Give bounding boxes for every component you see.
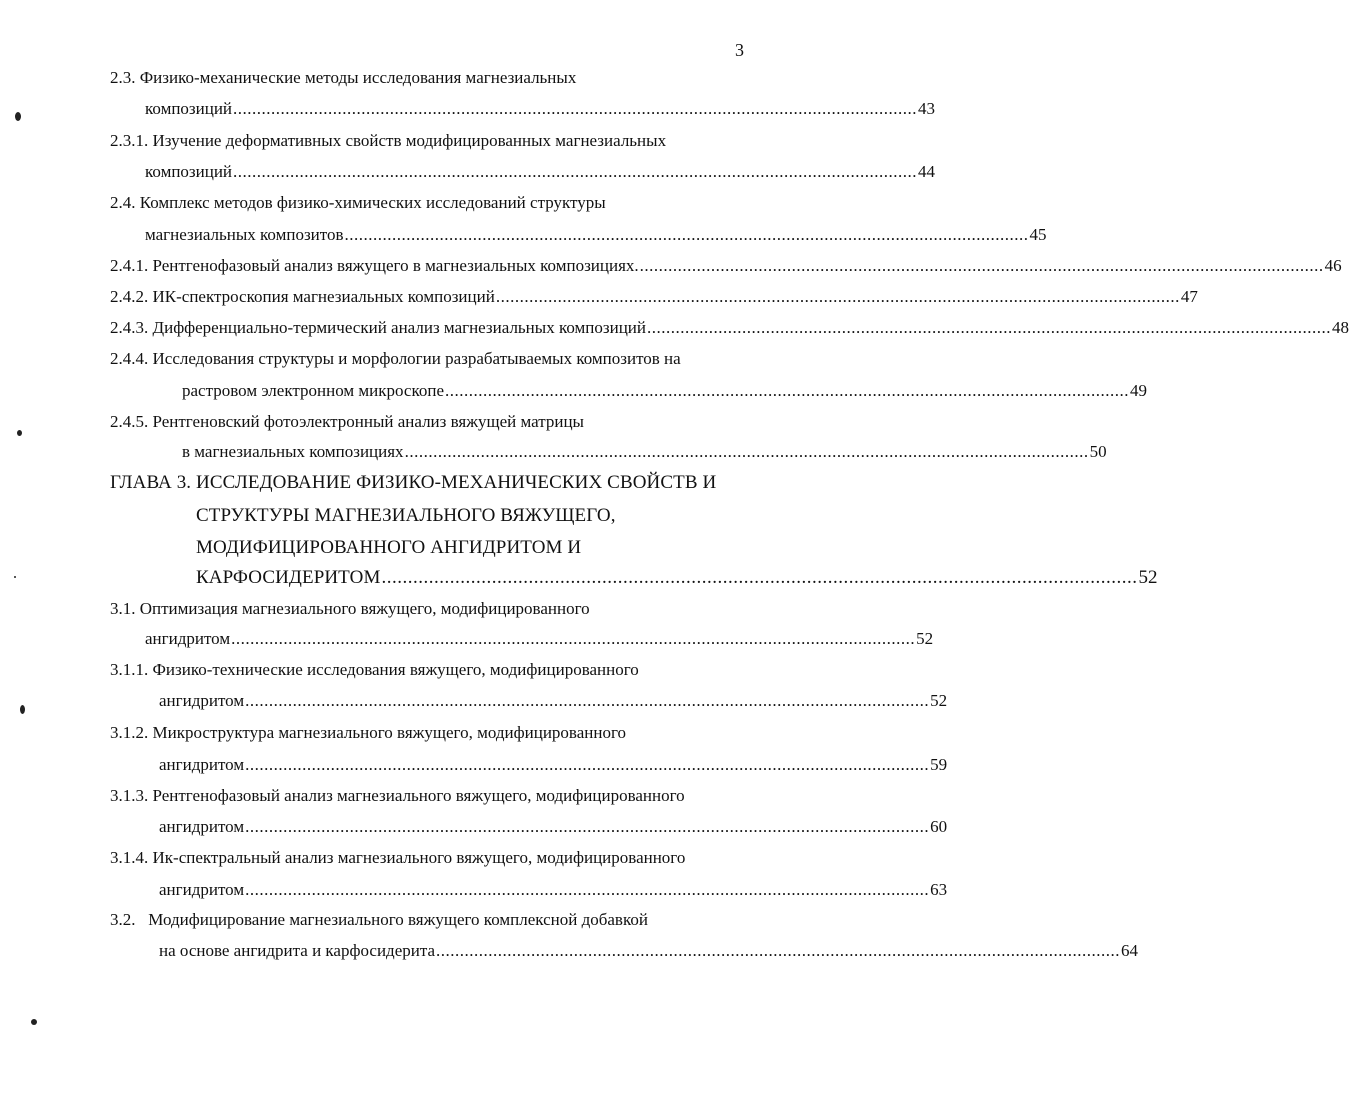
chapter-3-title-line-3: МОДИФИЦИРОВАННОГО АНГИДРИТОМ И <box>196 537 582 558</box>
toc-entry-2-4-1 <box>110 256 1342 276</box>
toc-entry-text: 2.4.2. ИК-спектроскопия магнезиальных композиций <box>110 287 495 306</box>
toc-page-number: 50 <box>1089 442 1107 461</box>
scan-speck <box>20 705 25 714</box>
toc-entry-2-4-2 <box>110 287 1198 307</box>
toc-entry-3-1-4-leader <box>159 880 948 900</box>
toc-entry-text: в магнезиальных композициях <box>182 442 404 461</box>
toc-entry-2-3-leader <box>145 99 936 119</box>
toc-entry-3-1-2-title: 3.1.2. Микроструктура магнезиального вяжущего, модифицированного <box>110 723 627 742</box>
toc-entry-3-2-title: 3.2. Модифицирование магнезиального вяжущего комплексной добавкой <box>110 910 648 929</box>
toc-entry-text: магнезиальных композитов <box>145 225 344 244</box>
toc-entry-text: ангидритом <box>159 755 245 774</box>
scan-speck <box>17 430 22 436</box>
leader-dots: ................................................................................................................................................ <box>381 567 1138 588</box>
leader-dots: ................................................................................................................................................ <box>495 287 1180 306</box>
toc-page-number: 52 <box>930 691 948 710</box>
toc-entry-2-3-title: 2.3. Физико-механические методы исследования магнезиальных <box>110 68 577 87</box>
toc-entry-2-3-1-title: 2.3.1. Изучение деформативных свойств модифицированных магнезиальных <box>110 131 667 150</box>
leader-dots: ................................................................................................................................................ <box>245 755 930 774</box>
toc-entry-2-4-title: 2.4. Комплекс методов физико-химических исследований структуры <box>110 193 606 212</box>
toc-entry-3-2-leader <box>159 941 1139 961</box>
toc-page-number: 47 <box>1180 287 1198 306</box>
toc-entry-2-4-3 <box>110 318 1349 338</box>
toc-entry-text: ангидритом <box>159 880 245 899</box>
scan-speck <box>15 112 21 121</box>
toc-page-number: 52 <box>916 629 934 648</box>
chapter-3-title-line-2: СТРУКТУРЫ МАГНЕЗИАЛЬНОГО ВЯЖУЩЕГО, <box>196 505 616 526</box>
toc-entry-3-1-title: 3.1. Оптимизация магнезиального вяжущего, модифицированного <box>110 599 590 618</box>
toc-entry-text: композиций <box>145 162 233 181</box>
toc-page-number: 59 <box>930 755 948 774</box>
scan-speck <box>31 1019 37 1025</box>
toc-entry-text: на основе ангидрита и карфосидерита <box>159 941 436 960</box>
toc-entry-text: композиций <box>145 99 233 118</box>
scan-speck <box>14 576 16 578</box>
toc-entry-2-4-4-leader <box>182 381 1148 401</box>
leader-dots: ................................................................................................................................................ <box>231 629 916 648</box>
toc-page-number: 52 <box>1138 567 1158 588</box>
toc-entry-3-1-3-title: 3.1.3. Рентгенофазовый анализ магнезиального вяжущего, модифицированного <box>110 786 685 805</box>
toc-entry-text: ангидритом <box>145 629 231 648</box>
chapter-3-title-line-1: ГЛАВА 3. ИССЛЕДОВАНИЕ ФИЗИКО-МЕХАНИЧЕСКИХ СВОЙСТВ И <box>110 472 717 493</box>
toc-page-number: 46 <box>1324 256 1342 275</box>
leader-dots: ................................................................................................................................................ <box>404 442 1089 461</box>
toc-entry-3-1-leader <box>145 629 934 649</box>
toc-entry-3-1-4-title: 3.1.4. Ик-спектральный анализ магнезиального вяжущего, модифицированного <box>110 848 686 867</box>
toc-page-number: 48 <box>1331 318 1349 337</box>
toc-entry-2-4-4-title: 2.4.4. Исследования структуры и морфологии разрабатываемых композитов на <box>110 349 681 368</box>
toc-entry-text: ангидритом <box>159 691 245 710</box>
toc-page-number: 63 <box>930 880 948 899</box>
leader-dots: ................................................................................................................................................ <box>233 99 918 118</box>
toc-entry-2-4-5-leader <box>182 442 1107 462</box>
toc-entry-3-1-2-leader <box>159 755 948 775</box>
toc-entry-text: ангидритом <box>159 817 245 836</box>
toc-page-number: 60 <box>930 817 948 836</box>
toc-entry-2-4-5-title: 2.4.5. Рентгеновский фотоэлектронный анализ вяжущей матрицы <box>110 412 584 431</box>
toc-entry-text: растровом электронном микроскопе <box>182 381 445 400</box>
leader-dots: ................................................................................................................................................ <box>639 256 1324 275</box>
page-number: 3 <box>735 40 744 60</box>
toc-entry-3-1-3-leader <box>159 817 948 837</box>
toc-entry-3-1-1-title: 3.1.1. Физико-технические исследования вяжущего, модифицированного <box>110 660 639 679</box>
leader-dots: ................................................................................................................................................ <box>436 941 1121 960</box>
chapter-3-title-leader <box>196 567 1158 589</box>
leader-dots: ................................................................................................................................................ <box>245 817 930 836</box>
leader-dots: ................................................................................................................................................ <box>245 691 930 710</box>
toc-entry-text: 2.4.3. Дифференциально-термический анализ магнезиальных композиций <box>110 318 646 337</box>
toc-entry-text: 2.4.1. Рентгенофазовый анализ вяжущего в магнезиальных композициях. <box>110 256 639 275</box>
leader-dots: ................................................................................................................................................ <box>344 225 1029 244</box>
toc-page-number: 44 <box>918 162 936 181</box>
toc-page-number: 43 <box>918 99 936 118</box>
toc-page-number: 45 <box>1029 225 1047 244</box>
toc-entry-2-4-leader <box>145 225 1047 245</box>
toc-entry-2-3-1-leader <box>145 162 936 182</box>
toc-entry-3-1-1-leader <box>159 691 948 711</box>
leader-dots: ................................................................................................................................................ <box>646 318 1331 337</box>
leader-dots: ................................................................................................................................................ <box>445 381 1130 400</box>
toc-page-number: 49 <box>1130 381 1148 400</box>
toc-entry-text: КАРФОСИДЕРИТОМ <box>196 567 381 588</box>
leader-dots: ................................................................................................................................................ <box>245 880 930 899</box>
toc-page-number: 64 <box>1121 941 1139 960</box>
leader-dots: ................................................................................................................................................ <box>233 162 918 181</box>
